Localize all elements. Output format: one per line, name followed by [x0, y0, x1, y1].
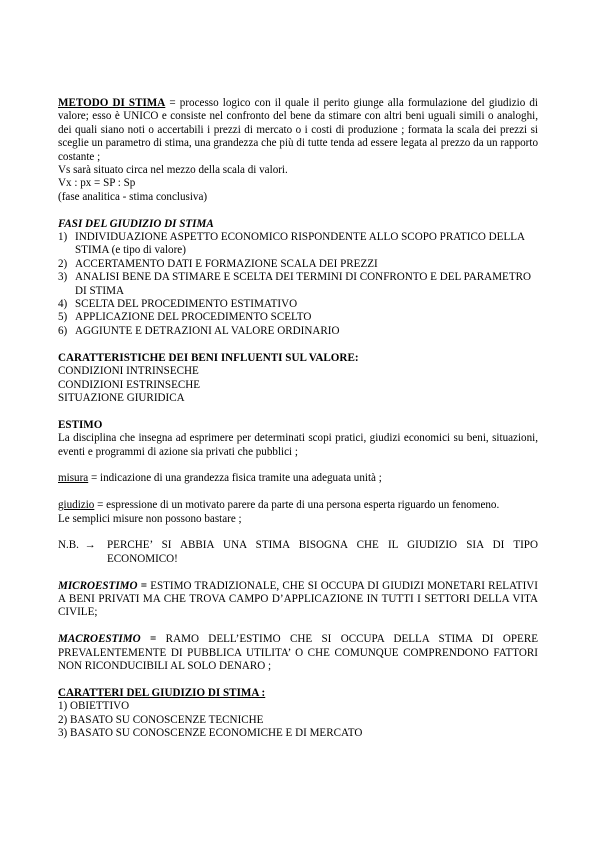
list-item: [58, 231, 538, 258]
macroestimo-paragraph: [58, 633, 538, 673]
giudizio-paragraph: [58, 499, 538, 512]
caratteristiche-title: CARATTERISTICHE DEI BENI INFLUENTI SUL VALORE:: [58, 351, 359, 364]
list-item-text: AGGIUNTE E DETRAZIONI AL VALORE ORDINARIO: [75, 324, 340, 337]
spacer: [58, 526, 538, 539]
metodo-note: (fase analitica - stima conclusiva): [58, 190, 208, 203]
spacer: [58, 459, 538, 472]
misura-paragraph: [58, 472, 538, 485]
spacer: [58, 204, 538, 217]
list-item-number: 1): [58, 231, 68, 244]
giudizio-line2: Le semplici misure non possono bastare ;: [58, 512, 242, 525]
misura-term: misura: [58, 472, 89, 485]
list-item-number: 5): [58, 311, 68, 324]
caratteristiche-item: CONDIZIONI INTRINSECHE: [58, 365, 199, 378]
misura-text: = indicazione di una grandezza fisica tramite una adeguata unità ;: [88, 472, 382, 485]
spacer: [58, 620, 538, 633]
arrow-right-icon: →: [84, 539, 96, 552]
estimo-text: La disciplina che insegna ad esprimere per determinati scopi pratici, giudizi economici su beni, situazioni, eventi e programmi di azione sia privati che pubblici ;: [58, 432, 538, 458]
list-item-text: ANALISI BENE DA STIMARE E SCELTA DEI TERMINI DI CONFRONTO E DEL PARAMETRO DI STIMA: [75, 271, 532, 297]
spacer: [58, 566, 538, 579]
list-item-text: INDIVIDUAZIONE ASPETTO ECONOMICO RISPONDENTE ALLO SCOPO PRATICO DELLA STIMA (e tipo di valore): [75, 231, 525, 257]
nb-text: PERCHE’ SI ABBIA UNA STIMA BISOGNA CHE IL GIUDIZIO SIA DI TIPO ECONOMICO!: [107, 539, 538, 565]
spacer: [58, 673, 538, 686]
metodo-line2: Vs sarà situato circa nel mezzo della scala di valori.: [58, 164, 288, 177]
macroestimo-term: MACROESTIMO: [58, 633, 141, 646]
list-item-text: ACCERTAMENTO DATI E FORMAZIONE SCALA DEI PREZZI: [75, 257, 378, 270]
list-item-number: 6): [58, 324, 68, 337]
list-item: [58, 258, 538, 271]
caratteri-item: 2) BASATO SU CONOSCENZE TECNICHE: [58, 713, 264, 726]
microestimo-paragraph: [58, 580, 538, 620]
list-item-number: 4): [58, 298, 68, 311]
nb-label: [58, 539, 96, 552]
list-item: [58, 311, 538, 324]
spacer: [58, 338, 538, 351]
caratteristiche-item: SITUAZIONE GIURIDICA: [58, 391, 185, 404]
list-item: [58, 298, 538, 311]
spacer: [58, 486, 538, 499]
fasi-title: FASI DEL GIUDIZIO DI STIMA: [58, 217, 214, 230]
nb-paragraph: [58, 539, 538, 566]
list-item-text: SCELTA DEL PROCEDIMENTO ESTIMATIVO: [75, 298, 298, 311]
giudizio-text: = espressione di un motivato parere da parte di una persona esperta riguardo un fenomeno.: [94, 499, 500, 512]
estimo-title: ESTIMO: [58, 418, 103, 431]
list-item: [58, 325, 538, 338]
microestimo-eq: =: [137, 579, 148, 592]
metodo-formula: Vx : px = SP : Sp: [58, 177, 136, 190]
caratteri-item: 1) OBIETTIVO: [58, 700, 130, 713]
list-item: [58, 271, 538, 298]
macroestimo-eq: =: [140, 633, 157, 646]
giudizio-term: giudizio: [58, 499, 95, 512]
caratteri-item: 3) BASATO SU CONOSCENZE ECONOMICHE E DI MERCATO: [58, 726, 363, 739]
metodo-paragraph: [58, 97, 538, 164]
microestimo-text: ESTIMO TRADIZIONALE, CHE SI OCCUPA DI GIUDIZI MONETARI RELATIVI A BENI PRIVATI MA CHE TROVA CAMPO D’APPLICAZIONE IN TUTTI I SETTORI DELLA VITA CIVILE;: [58, 579, 538, 619]
microestimo-term: MICROESTIMO: [58, 579, 138, 592]
list-item-text: APPLICAZIONE DEL PROCEDIMENTO SCELTO: [75, 311, 312, 324]
caratteristiche-item: CONDIZIONI ESTRINSECHE: [58, 378, 201, 391]
spacer: [58, 405, 538, 418]
fasi-list: [58, 231, 538, 338]
nb-label-text: N.B.: [58, 539, 79, 552]
metodo-text: = processo logico con il quale il perito giunge alla formulazione del giudizio di valore; esso è UNICO e consiste nel confronto del bene da stimare con altri beni uguali simili o analoghi, dei quali siano noti o accertabili i prezzi di mercato o i costi di produzione ; formata la scala dei prezzi si sceglie un parametro di stima, una grandezza che più di tutte tenda ad essere legata al prezzo da un rapporto costante ;: [58, 97, 538, 163]
metodo-term: METODO DI STIMA: [58, 97, 166, 109]
macroestimo-text: RAMO DELL’ESTIMO CHE SI OCCUPA DELLA STIMA DI OPERE PREVALENTEMENTE DI PUBBLICA UTILITA’ O CHE COMUNQUE COMPRENDONO FATTORI NON RICONDUCIBILI AL SOLO DENARO ;: [58, 633, 538, 672]
list-item-number: 2): [58, 257, 68, 270]
caratteri-title: CARATTERI DEL GIUDIZIO DI STIMA :: [58, 686, 266, 699]
list-item-number: 3): [58, 271, 68, 284]
